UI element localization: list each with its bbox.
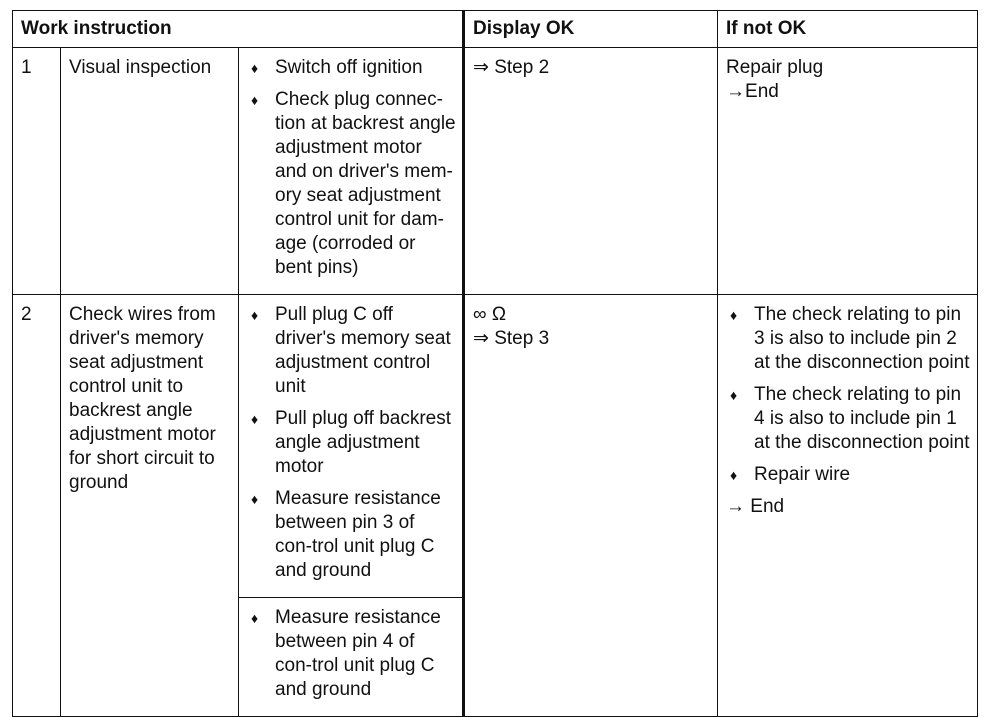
display-ok-cell xyxy=(464,48,718,295)
not-ok-action: Repair plug xyxy=(726,57,824,78)
bullet-icon: ♦ xyxy=(251,307,259,323)
not-ok-cell xyxy=(718,295,978,717)
list-item: ♦ Pull plug C off driver's memory seat adjustment control unit xyxy=(251,304,451,397)
bullet-icon: ♦ xyxy=(251,92,259,108)
list-item: ♦ Measure resistance between pin 3 of con-trol unit plug C and ground xyxy=(251,488,441,581)
display-ok-value: ∞ Ω xyxy=(473,304,507,325)
header-display-ok: Display OK xyxy=(464,11,718,48)
list-item: ♦ The check relating to pin 3 is also to include pin 2 at the disconnection point xyxy=(730,304,970,373)
header-work-instruction: Work instruction xyxy=(13,11,464,48)
bullet-icon: ♦ xyxy=(730,387,738,403)
step-instructions xyxy=(239,48,464,295)
bullet-icon: ♦ xyxy=(730,467,738,483)
bullet-icon: ♦ xyxy=(251,610,259,626)
list-item: ♦ Repair wire xyxy=(730,464,851,485)
list-item: ♦ The check relating to pin 4 is also to include pin 1 at the disconnection point xyxy=(730,384,970,453)
not-ok-cell xyxy=(718,48,978,295)
table-row xyxy=(13,48,978,295)
step-number: 1 xyxy=(13,48,61,295)
step-number: 2 xyxy=(13,295,61,717)
step-description: Visual inspection xyxy=(61,48,239,295)
list-item: ♦ Check plug connec-tion at backrest angle adjustment motor and on driver's mem-ory seat adjustment control unit for dam-age (corroded or bent pins) xyxy=(251,89,456,278)
step-instructions xyxy=(239,295,464,598)
bullet-icon: ♦ xyxy=(251,491,259,507)
not-ok-end: → End xyxy=(726,496,785,517)
header-if-not-ok: If not OK xyxy=(718,11,978,48)
step-instructions-extra xyxy=(239,598,464,717)
list-item: ♦ Pull plug off backrest angle adjustment motor xyxy=(251,408,452,477)
step-description: Check wires from driver's memory seat adjustment control unit to backrest angle adjustment motor for short circuit to ground xyxy=(61,295,239,717)
list-item: ♦ Switch off ignition xyxy=(251,57,423,78)
bullet-icon: ♦ xyxy=(251,60,259,76)
display-ok-text: ⇒ Step 3 xyxy=(473,328,550,349)
display-ok-cell xyxy=(464,295,718,717)
work-instruction-table xyxy=(12,10,978,717)
table-row xyxy=(13,295,978,598)
bullet-icon: ♦ xyxy=(730,307,738,323)
not-ok-end: →End xyxy=(726,81,779,102)
list-item: ♦ Measure resistance between pin 4 of con-trol unit plug C and ground xyxy=(251,607,441,700)
display-ok-text: ⇒ Step 2 xyxy=(473,57,550,78)
bullet-icon: ♦ xyxy=(251,411,259,427)
